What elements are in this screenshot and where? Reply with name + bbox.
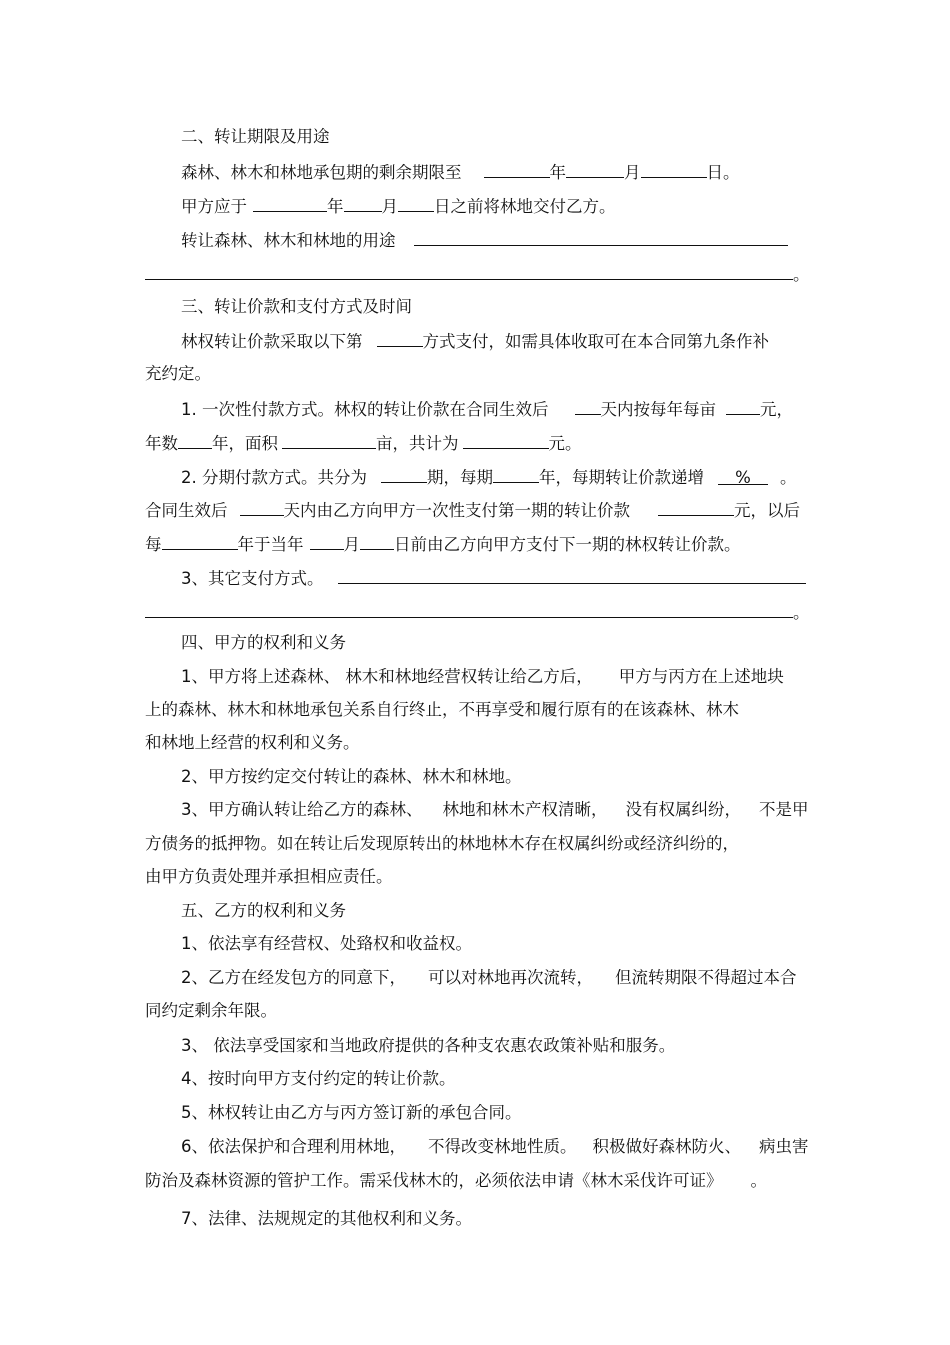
- purpose-blank[interactable]: [414, 226, 788, 246]
- purpose-continuation-line: [145, 260, 810, 286]
- first-payment-amount-blank[interactable]: [658, 496, 734, 516]
- increase-label: 年，每期转让价款递增: [539, 468, 704, 487]
- party-b-item-5: [181, 1100, 522, 1126]
- total-label: 亩，共计为: [376, 434, 459, 453]
- lump-sum-per-mu: 天内按每年每亩: [600, 400, 716, 419]
- increase-percent-blank[interactable]: %: [718, 465, 768, 485]
- end-mark: 。: [793, 265, 810, 284]
- day-label: 日。: [706, 163, 740, 182]
- yuan-end-label: 元。: [548, 434, 582, 453]
- lump-sum-price-blank[interactable]: [726, 395, 760, 415]
- end-mark: 。: [780, 468, 797, 487]
- party-a-item-3: [181, 797, 809, 823]
- lump-sum-days-blank[interactable]: [575, 395, 601, 415]
- party-b-item-2-c: 但流转期限不得超过本合: [615, 968, 797, 987]
- party-b-item-6-e: 防治及森林资源的管护工作。需采伐林木的，必须依法申请《林木采伐许可证》: [145, 1171, 723, 1190]
- party-b-item-6-c: 积极做好森林防火、: [592, 1137, 741, 1156]
- lump-sum-area-blank[interactable]: [282, 429, 376, 449]
- party-a-item-3-d: 不是甲: [759, 800, 809, 819]
- first-payment-line: [145, 496, 800, 522]
- party-b-item-1: [181, 931, 472, 957]
- end-mark: 。: [793, 603, 810, 622]
- section-2-heading: [181, 124, 330, 150]
- remaining-term-line: [181, 158, 740, 184]
- party-b-item-2-b: 可以对林地再次流转，: [428, 968, 593, 987]
- party-b-item-1-text: 1、依法享有经营权、处臵权和收益权。: [181, 934, 472, 953]
- other-payment-blank-continued[interactable]: [145, 598, 793, 618]
- yuan-label: 元，: [760, 400, 793, 419]
- party-a-item-3-c: 没有权属纠纷，: [625, 800, 741, 819]
- party-a-item-1-d: 和林地上经营的权利和义务。: [145, 733, 360, 752]
- section-3-heading: [181, 294, 412, 320]
- installment-label: 2. 分期付款方式。共分为: [181, 468, 367, 487]
- party-a-item-2-text: 2、甲方按约定交付转让的森林、林木和林地。: [181, 767, 522, 786]
- delivery-month-blank[interactable]: [344, 192, 382, 212]
- party-b-item-4: [181, 1066, 456, 1092]
- payment-method-end: 充约定。: [145, 364, 211, 383]
- month-label: 月: [343, 535, 360, 554]
- current-year-label: 年于当年: [237, 535, 304, 554]
- section-4-heading: [181, 630, 346, 656]
- lump-sum-line: [181, 395, 793, 421]
- party-b-item-6: [181, 1134, 809, 1160]
- other-payment-line: [181, 564, 806, 590]
- party-b-item-6-b: 不得改变林地性质。: [428, 1137, 577, 1156]
- party-b-item-2-a: 2、乙方在经发包方的同意下，: [181, 968, 406, 987]
- party-b-item-7: [181, 1206, 472, 1232]
- subsequent-day-blank[interactable]: [360, 530, 394, 550]
- payment-method-continuation: [145, 361, 211, 387]
- party-b-item-5-text: 5、林权转让由乙方与丙方签订新的承包合同。: [181, 1103, 522, 1122]
- subsequent-month-blank[interactable]: [310, 530, 344, 550]
- other-payment-continuation: [145, 598, 810, 624]
- subsequent-years-blank[interactable]: [162, 530, 238, 550]
- section-5-title: 五、乙方的权利和义务: [181, 901, 346, 920]
- other-payment-blank[interactable]: [338, 564, 806, 584]
- party-b-item-3: [181, 1033, 675, 1059]
- installment-line: [181, 463, 797, 489]
- party-b-item-7-text: 7、法律、法规规定的其他权利和义务。: [181, 1209, 472, 1228]
- purpose-blank-continued[interactable]: [145, 260, 793, 280]
- effective-label: 合同生效后: [145, 501, 228, 520]
- other-payment-label: 3、其它支付方式。: [181, 569, 324, 588]
- party-a-item-1-cont: [145, 697, 739, 723]
- lump-sum-label: 1. 一次性付款方式。林权的转让价款在合同生效后: [181, 400, 549, 419]
- lump-sum-total-blank[interactable]: [463, 429, 549, 449]
- party-a-item-1-c: 上的森林、林木和林地承包关系自行终止，不再享受和履行原有的在该森林、林木: [145, 700, 739, 719]
- thereafter-label: 元，以后: [734, 501, 800, 520]
- every-label: 每: [145, 535, 162, 554]
- month-label: 月: [381, 197, 398, 216]
- first-payment-label: 天内由乙方向甲方一次性支付第一期的转让价款: [283, 501, 630, 520]
- section-4-title: 四、甲方的权利和义务: [181, 633, 346, 652]
- end-mark: 。: [750, 1171, 767, 1190]
- month-label: 月: [624, 163, 641, 182]
- remaining-day-blank[interactable]: [641, 158, 707, 178]
- party-b-item-3-text: 3、 依法享受国家和当地政府提供的各种支农惠农政策补贴和服务。: [181, 1036, 676, 1055]
- party-a-item-3-f: 由甲方负责处理并承担相应责任。: [145, 867, 393, 886]
- party-b-item-4-text: 4、按时向甲方支付约定的转让价款。: [181, 1069, 456, 1088]
- purpose-label: 转让森林、林木和林地的用途: [181, 231, 396, 250]
- installment-years-blank[interactable]: [493, 463, 539, 483]
- section-2-title: 二、转让期限及用途: [181, 127, 330, 146]
- party-b-item-2-d: 同约定剩余年限。: [145, 1001, 277, 1020]
- first-payment-days-blank[interactable]: [240, 496, 284, 516]
- delivery-date-line: [181, 192, 616, 218]
- delivery-day-blank[interactable]: [398, 192, 434, 212]
- area-label: 年，面积: [212, 434, 278, 453]
- party-a-item-1-a: 1、甲方将上述森林、 林木和林地经营权转让给乙方后，: [181, 667, 593, 686]
- party-a-item-3-cont2: [145, 864, 393, 890]
- delivery-year-blank[interactable]: [253, 192, 327, 212]
- purpose-line: [181, 226, 788, 252]
- payment-method-blank[interactable]: [377, 327, 423, 347]
- year-label: 年: [549, 163, 566, 182]
- party-a-item-3-a: 3、甲方确认转让给乙方的森林、: [181, 800, 423, 819]
- remaining-year-blank[interactable]: [484, 158, 550, 178]
- delivery-suffix: 日之前将林地交付乙方。: [434, 197, 616, 216]
- payment-method-suffix: 方式支付，如需具体收取可在本合同第九条作补: [422, 332, 769, 351]
- payment-method-prefix: 林权转让价款采取以下第: [181, 332, 363, 351]
- party-a-item-3-b: 林地和林木产权清晰，: [442, 800, 608, 819]
- year-label: 年: [327, 197, 344, 216]
- party-a-item-3-cont: [145, 831, 739, 857]
- lump-sum-continuation: [145, 429, 582, 455]
- party-b-item-6-cont: [145, 1168, 767, 1194]
- party-b-item-6-a: 6、依法保护和合理利用林地，: [181, 1137, 406, 1156]
- section-5-heading: [181, 898, 346, 924]
- remaining-term-label: 森林、林木和林地承包期的剩余期限至: [181, 163, 462, 182]
- per-period-label: 期，每期: [427, 468, 493, 487]
- party-b-item-6-d: 病虫害: [759, 1137, 809, 1156]
- subsequent-payment-label: 日前由乙方向甲方支付下一期的林权转让价款。: [394, 535, 741, 554]
- installment-periods-blank[interactable]: [381, 463, 427, 483]
- years-label: 年数: [145, 434, 178, 453]
- party-a-item-2: [181, 764, 522, 790]
- lump-sum-years-blank[interactable]: [178, 429, 212, 449]
- subsequent-payment-line: [145, 530, 741, 556]
- party-a-item-3-e: 方债务的抵押物。如在转让后发现原转出的林地林木存在权属纠纷或经济纠纷的，: [145, 834, 739, 853]
- party-b-item-2-cont: [145, 998, 277, 1024]
- payment-method-line: [181, 327, 769, 353]
- party-b-item-2: [181, 965, 797, 991]
- party-a-item-1-cont2: [145, 730, 360, 756]
- remaining-month-blank[interactable]: [566, 158, 624, 178]
- section-3-title: 三、转让价款和支付方式及时间: [181, 297, 412, 316]
- party-a-item-1: [181, 664, 784, 690]
- party-a-item-1-b: 甲方与丙方在上述地块: [618, 667, 784, 686]
- delivery-prefix: 甲方应于: [181, 197, 247, 216]
